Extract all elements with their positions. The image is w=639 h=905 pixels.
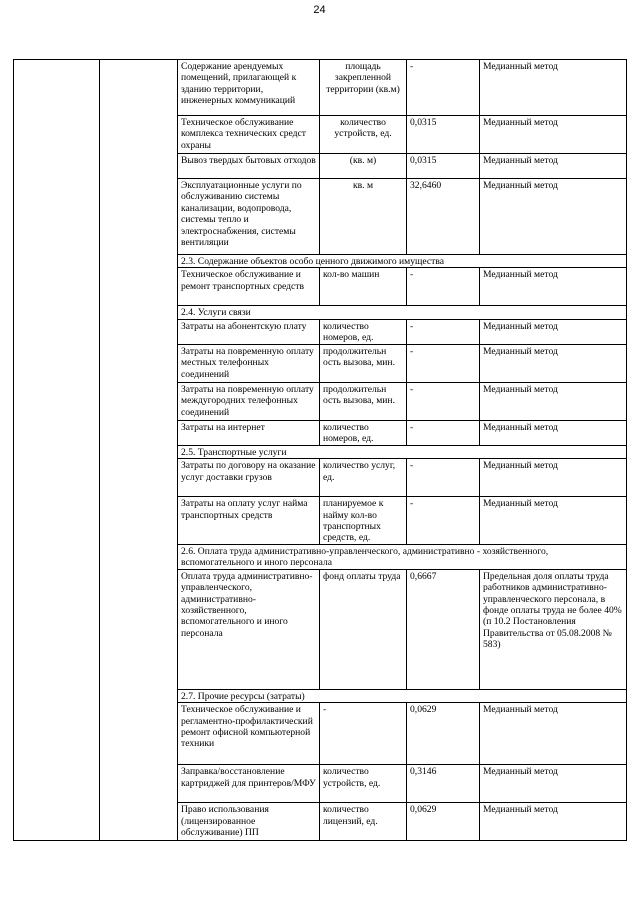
item-method: Медианный метод — [480, 420, 627, 445]
item-norm: - — [407, 382, 480, 420]
table-body — [14, 60, 627, 841]
item-method: Предельная доля оплаты труда работников административно-управленческого персонала, в фонде оплаты труда не более 40% (п 10.2 Постановления Правительства от 05.08.2008 № 583) — [480, 569, 627, 689]
item-norm: 0,0315 — [407, 154, 480, 179]
section-title: 2.4. Услуги связи — [178, 306, 627, 319]
item-method: Медианный метод — [480, 382, 627, 420]
item-unit: кол-во машин — [320, 268, 407, 306]
item-name: Затраты на оплату услуг найма транспортных средств — [178, 497, 320, 545]
item-name: Право использования (лицензированное обслуживание) ПП — [178, 803, 320, 841]
item-norm: - — [407, 60, 480, 116]
blank-column-1 — [14, 60, 100, 841]
item-unit: количество лицензий, ед. — [320, 803, 407, 841]
item-method: Медианный метод — [480, 765, 627, 803]
item-name: Затраты по договору на оказание услуг доставки грузов — [178, 459, 320, 497]
item-unit: фонд оплаты труда — [320, 569, 407, 689]
item-method: Медианный метод — [480, 116, 627, 154]
item-method: Медианный метод — [480, 459, 627, 497]
item-norm: 0,0315 — [407, 116, 480, 154]
item-name: Техническое обслуживание комплекса технических средст охраны — [178, 116, 320, 154]
item-norm: - — [407, 319, 480, 344]
item-unit: продолжительн ость вызова, мин. — [320, 382, 407, 420]
item-name: Затраты на абонентскую плату — [178, 319, 320, 344]
cost-norms-table — [13, 59, 627, 841]
item-method: Медианный метод — [480, 803, 627, 841]
item-norm: - — [407, 420, 480, 445]
item-name: Содержание арендуемых помещений, прилагающей к зданию территории, инженерных коммуникаций — [178, 60, 320, 116]
item-method: Медианный метод — [480, 497, 627, 545]
item-method: Медианный метод — [480, 179, 627, 255]
table-row — [14, 60, 627, 116]
item-name: Эксплуатационные услуги по обслуживанию системы канализации, водопровода, системы тепло и электроснабжения, системы вентиляции — [178, 179, 320, 255]
item-name: Затраты на интернет — [178, 420, 320, 445]
section-title: 2.5. Транспортные услуги — [178, 445, 627, 458]
item-norm: - — [407, 459, 480, 497]
item-name: Техническое обслуживание и ремонт транспортных средств — [178, 268, 320, 306]
section-title: 2.6. Оплата труда административно-управленческого, административно - хозяйственного, вспомогательного и иного персонала — [178, 544, 627, 569]
item-unit: количество устройств, ед. — [320, 765, 407, 803]
section-title: 2.7. Прочие ресурсы (затраты) — [178, 689, 627, 702]
item-unit: количество номеров, ед. — [320, 420, 407, 445]
item-norm: 0,0629 — [407, 803, 480, 841]
item-name: Заправка/восстановление картриджей для принтеров/МФУ — [178, 765, 320, 803]
blank-column-2 — [100, 60, 178, 841]
item-method: Медианный метод — [480, 319, 627, 344]
item-norm: 32,6460 — [407, 179, 480, 255]
item-unit: (кв. м) — [320, 154, 407, 179]
item-name: Вывоз твердых бытовых отходов — [178, 154, 320, 179]
item-norm: - — [407, 497, 480, 545]
item-unit: количество устройств, ед. — [320, 116, 407, 154]
item-method: Медианный метод — [480, 268, 627, 306]
item-unit: количество номеров, ед. — [320, 319, 407, 344]
page-number: 24 — [313, 4, 326, 16]
item-unit: площадь закрепленной территории (кв.м) — [320, 60, 407, 116]
item-norm: 0,6667 — [407, 569, 480, 689]
item-norm: - — [407, 344, 480, 382]
item-name: Оплата труда административно-управленческого, административно-хозяйственного, вспомогательного и иного персонала — [178, 569, 320, 689]
item-unit: - — [320, 703, 407, 765]
item-norm: 0,3146 — [407, 765, 480, 803]
item-unit: планируемое к найму кол-во транспортных средств, ед. — [320, 497, 407, 545]
item-method: Медианный метод — [480, 703, 627, 765]
item-unit: продолжительн ость вызова, мин. — [320, 344, 407, 382]
item-method: Медианный метод — [480, 344, 627, 382]
item-norm: 0,0629 — [407, 703, 480, 765]
item-name: Затраты на повременную оплату местных телефонных соединений — [178, 344, 320, 382]
item-unit: кв. м — [320, 179, 407, 255]
item-name: Техническое обслуживание и регламентно-профилактический ремонт офисной компьютерной техники — [178, 703, 320, 765]
item-norm: - — [407, 268, 480, 306]
item-method: Медианный метод — [480, 60, 627, 116]
section-title: 2.3. Содержание объектов особо ценного движимого имущества — [178, 255, 627, 268]
item-name: Затраты на повременную оплату междугородних телефонных соединений — [178, 382, 320, 420]
item-method: Медианный метод — [480, 154, 627, 179]
item-unit: количество услуг, ед. — [320, 459, 407, 497]
